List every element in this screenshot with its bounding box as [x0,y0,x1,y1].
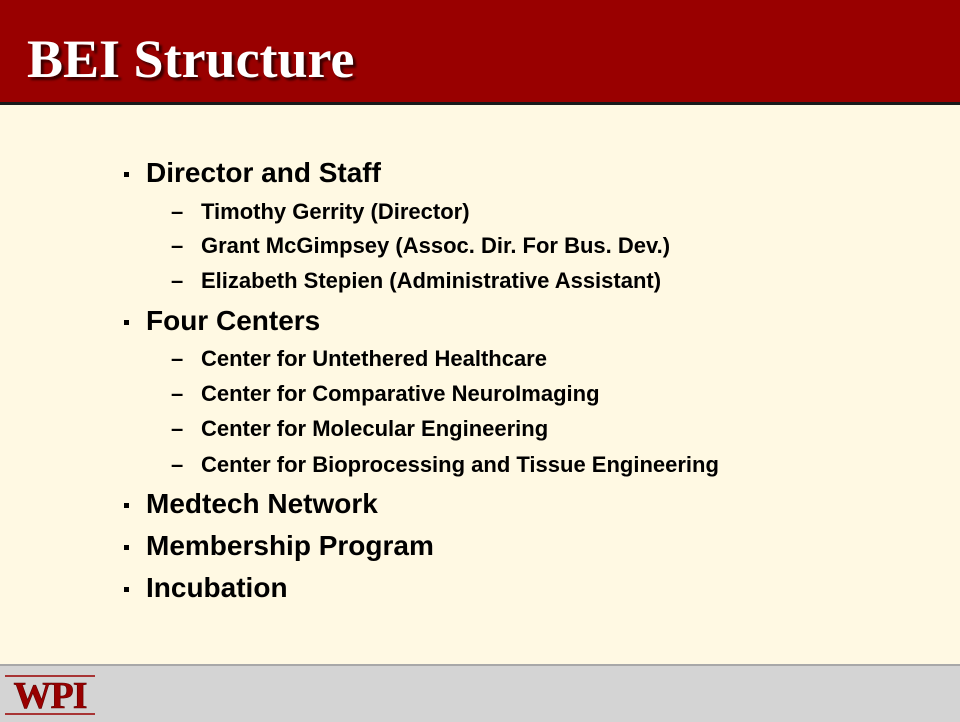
sub-bullet-item [171,199,470,225]
sub-bullet-item [171,233,671,259]
bullet-four-centers [146,305,320,337]
sub-bullet-item [171,381,600,407]
dash-bullet-icon: – [171,416,184,441]
sub-bullet-label: Elizabeth Stepien (Administrative Assistant) [201,268,662,293]
bullet-label: Director and Staff [146,157,381,188]
bullet-label: Incubation [146,572,288,603]
sub-bullet-item [171,416,549,442]
sub-bullet-item [171,346,547,372]
sub-bullet-item [171,452,719,478]
dash-bullet-icon: – [171,346,184,371]
dash-bullet-icon: – [171,381,184,406]
wpi-logo [4,670,96,720]
bullet-director-and-staff [146,157,381,189]
square-bullet-icon [124,503,129,508]
dash-bullet-icon: – [171,452,184,477]
bullet-label: Membership Program [146,530,434,561]
sub-bullet-label: Center for Molecular Engineering [201,416,549,441]
dash-bullet-icon: – [171,233,184,258]
wpi-logo-text: WPI [13,675,87,717]
sub-bullet-label: Center for Comparative NeuroImaging [201,381,600,406]
bullet-medtech-network [146,488,378,520]
square-bullet-icon [124,320,129,325]
bullet-incubation [146,572,288,604]
bullet-label: Medtech Network [146,488,378,519]
footer-bar [0,664,960,722]
dash-bullet-icon: – [171,199,184,224]
slide-title: BEI Structure [27,29,355,89]
sub-bullet-label: Grant McGimpsey (Assoc. Dir. For Bus. Dev.) [201,233,671,258]
sub-bullet-item [171,268,662,294]
sub-bullet-label: Center for Untethered Healthcare [201,346,547,371]
dash-bullet-icon: – [171,268,184,293]
square-bullet-icon [124,172,129,177]
sub-bullet-label: Center for Bioprocessing and Tissue Engineering [201,452,719,477]
bullet-label: Four Centers [146,305,321,336]
sub-bullet-label: Timothy Gerrity (Director) [201,199,470,224]
square-bullet-icon [124,587,129,592]
square-bullet-icon [124,545,129,550]
bullet-membership-program [146,530,434,562]
